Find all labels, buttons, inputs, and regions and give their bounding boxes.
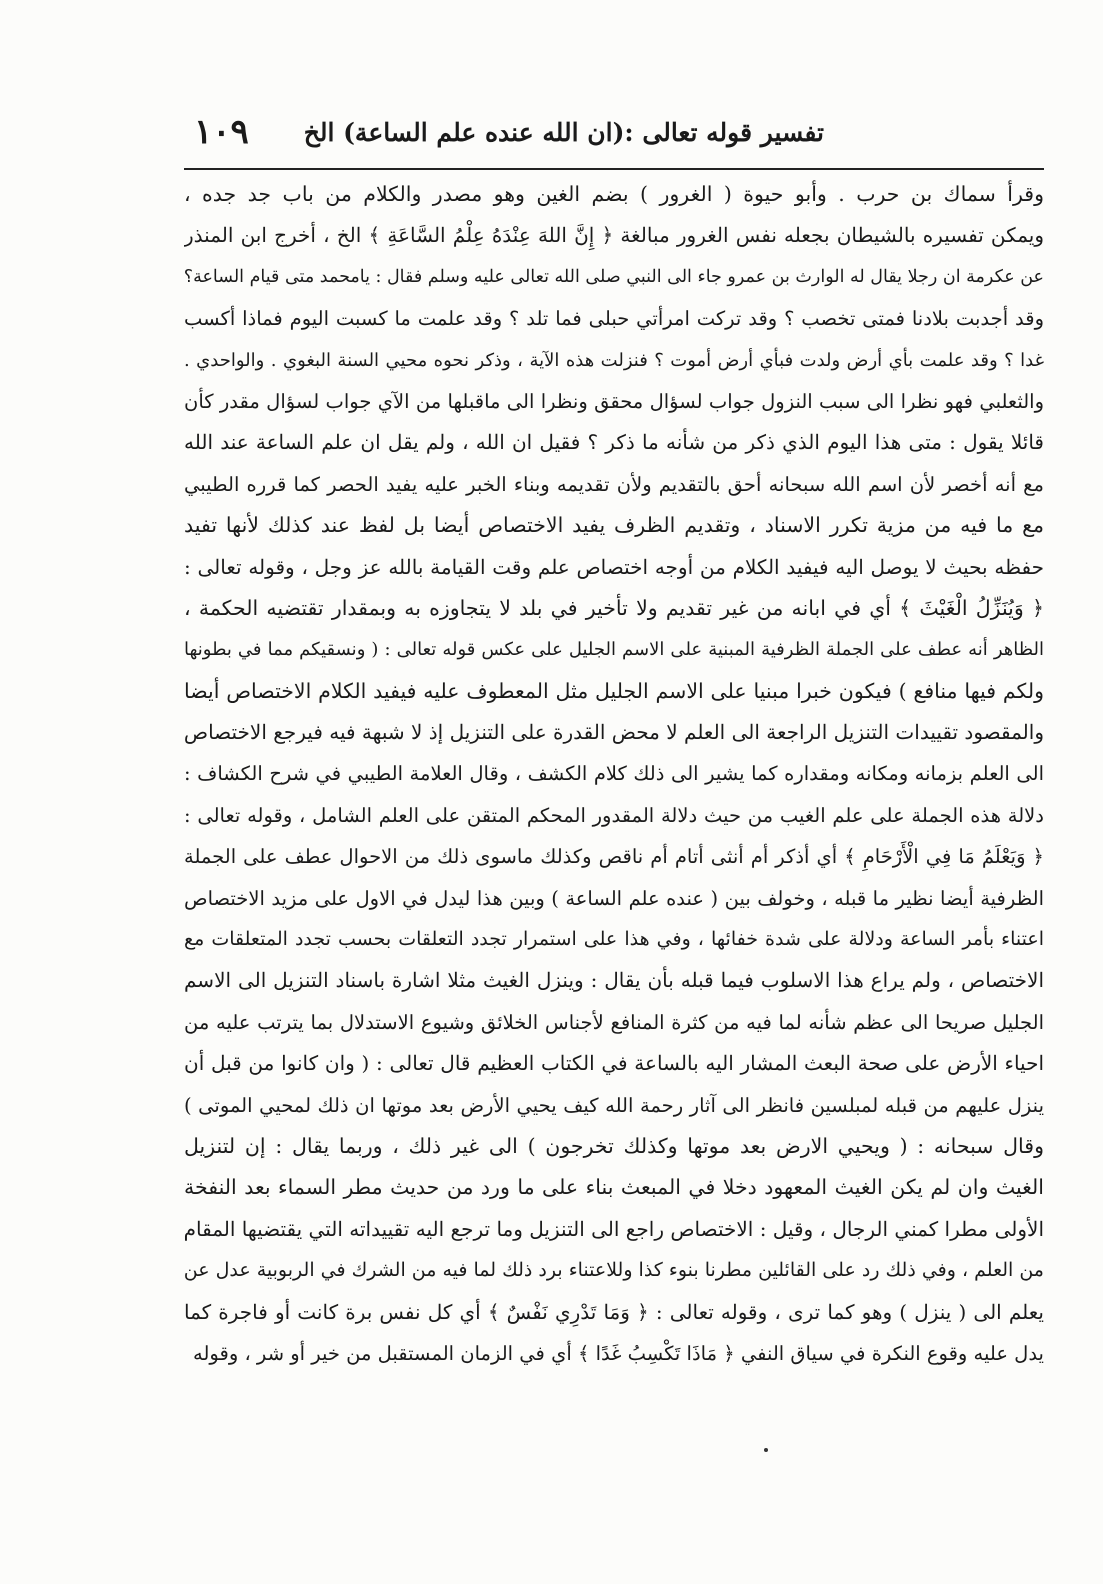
text-line: من العلم ، وفي ذلك رد على القائلين مطرنا بنوء كذا وللاعتناء برد ذلك لما فيه من الشرك في الربوبية عدل عن — [184, 1259, 1044, 1282]
print-mark — [764, 1448, 768, 1452]
text-line: دلالة هذه الجملة على علم الغيب من حيث دلالة المقدور المحكم المتقن على العلم الشامل ، وقوله تعالى : — [184, 803, 1044, 827]
text-line: عن عكرمة ان رجلا يقال له الوارث بن عمرو جاء الى النبي صلى الله تعالى عليه وسلم فقال : يامحمد متى قيام الساعة؟ — [184, 266, 1044, 287]
text-line: حفظه بحيث لا يوصل اليه فيفيد الكلام من أوجه اختصاص علم وقت القيامة بالله عز وجل ، وقوله تعالى : — [184, 554, 1044, 579]
text-line: الغيث وان لم يكن الغيث المعهود دخلا في المبعث بناء على ما ورد من حديث مطر السماء بعد النفخة — [184, 1175, 1044, 1200]
text-line: الاختصاص ، ولم يراع هذا الاسلوب فيما قبله بأن يقال : وينزل الغيث مثلا اشارة باسناد التنزيل الى الاسم — [184, 968, 1044, 993]
text-line: قائلا يقول : متى هذا اليوم الذي ذكر من شأنه ما ذكر ؟ فقيل ان الله ، ولم يقل ان علم الساعة عند الله — [184, 430, 1044, 455]
text-line: اعتناء بأمر الساعة ودلالة على شدة خفائها ، وفي هذا على استمرار تجدد التعلقات بحسب تجدد المتعلقات مع — [184, 928, 1044, 951]
text-line: الظرفية أيضا نظير ما قبله ، وخولف بين ( عنده علم الساعة ) وبين هذا ليدل في الاول على مزيد الاختصاص — [184, 886, 1044, 910]
text-line: مع ما فيه من مزية تكرر الاسناد ، وتقديم الظرف يفيد الاختصاص أيضا بل لفظ عند كذلك لأنها تفيد — [184, 513, 1044, 538]
text-line: الى العلم بزمانه ومكانه ومقداره كما يشير الى ذلك كلام الكشف ، وقال العلامة الطيبي في شرح الكشاف : — [184, 762, 1044, 786]
text-line: غدا ؟ وقد علمت بأي أرض ولدت فبأي أرض أموت ؟ فنزلت هذه الآية ، وذكر نحوه محيي السنة البغوي . والواحدي . — [184, 349, 1044, 371]
text-line: وقرأ سماك بن حرب . وأبو حيوة ( الغرور ) بضم الغين وهو مصدر والكلام من باب جد جده ، — [184, 182, 1044, 206]
text-line: ينزل عليهم من قبله لمبلسين فانظر الى آثار رحمة الله كيف يحيي الأرض بعد موتها ان ذلك لمحيي الموتى ) — [184, 1093, 1044, 1117]
page-header — [184, 112, 1044, 162]
text-line: ﴿ وَيُنَزِّلُ الْغَيْثَ ﴾ أي في ابانه من غير تقديم ولا تأخير في بلد لا يتجاوزه به وبمقدار تقتضيه الحكمة ، — [184, 595, 1044, 620]
text-line: يدل عليه وقوع النكرة في سياق النفي ﴿ مَاذَا تَكْسِبُ غَدًا ﴾ أي في الزمان المستقبل من خير أو شر ، وقوله — [193, 1341, 1044, 1365]
text-line: ﴿ وَيَعْلَمُ مَا فِي الْأَرْحَامِ ﴾ أي أذكر أم أنثى أتام أم ناقص وكذلك ماسوى ذلك من الاحوال عطف على الجملة — [184, 845, 1044, 869]
text-line: الظاهر أنه عطف على الجملة الظرفية المبنية على الاسم الجليل على عكس قوله تعالى : ( ونسقيكم مما في بطونها — [184, 639, 1044, 661]
text-line: ويمكن تفسيره بالشيطان بجعله نفس الغرور مبالغة ﴿ إِنَّ اللهَ عِنْدَهُ عِلْمُ السَّاعَةِ ﴾ الخ ، أخرج ابن المنذر — [184, 223, 1044, 248]
text-line: وقد أجدبت بلادنا فمتى تخصب ؟ وقد تركت امرأتي حبلى فما تلد ؟ وقد علمت ما كسبت اليوم فماذا أكسب — [184, 307, 1044, 331]
text-line: ولكم فيها منافع ) فيكون خبرا مبنيا على الاسم الجليل مثل المعطوف عليه فيفيد الكلام الاختصاص أيضا — [184, 678, 1044, 703]
body-text — [184, 174, 1044, 1374]
text-line: يعلم الى ( ينزل ) وهو كما ترى ، وقوله تعالى : ﴿ وَمَا تَدْرِي نَفْسٌ ﴾ أي كل نفس برة كانت أو فاجرة كما — [184, 1299, 1044, 1324]
text-line: احياء الأرض على صحة البعث المشار اليه بالساعة في الكتاب العظيم قال تعالى : ( وان كانوا من قبل أن — [184, 1051, 1044, 1076]
page-number: ١٠٩ — [194, 112, 249, 152]
running-title: تفسير قوله تعالى :(ان الله عنده علم الساعة) الخ — [303, 118, 824, 147]
header-divider — [184, 168, 1044, 170]
text-line: وقال سبحانه : ( ويحيي الارض بعد موتها وكذلك تخرجون ) الى غير ذلك ، وربما يقال : إن لتنزيل — [184, 1133, 1044, 1158]
text-line: والثعلبي فهو نظرا الى سبب النزول جواب لسؤال محقق ونظرا الى ماقبلها من الآي جواب لسؤال مقدر كأن — [184, 389, 1044, 413]
text-line: والمقصود تقييدات التنزيل الراجعة الى العلم لا محض القدرة على التنزيل إذ لا شبهة فيه فيرجع الاختصاص — [184, 720, 1044, 745]
text-line: الجليل صريحا الى عظم شأنه لما فيه من كثرة المنافع لأجناس الخلائق وشيوع الاستدلال بما يترتب عليه من — [184, 1010, 1044, 1034]
text-line: الأولى مطرا كمني الرجال ، وقيل : الاختصاص راجع الى التنزيل وما ترجع اليه تقييداته التي يقتضيها المقام — [184, 1216, 1044, 1241]
text-line: مع أنه أخصر لأن اسم الله سبحانه أحق بالتقديم ولأن تقديمه وبناء الخبر عليه يفيد الحصر كما قرره الطيبي — [184, 472, 1044, 496]
